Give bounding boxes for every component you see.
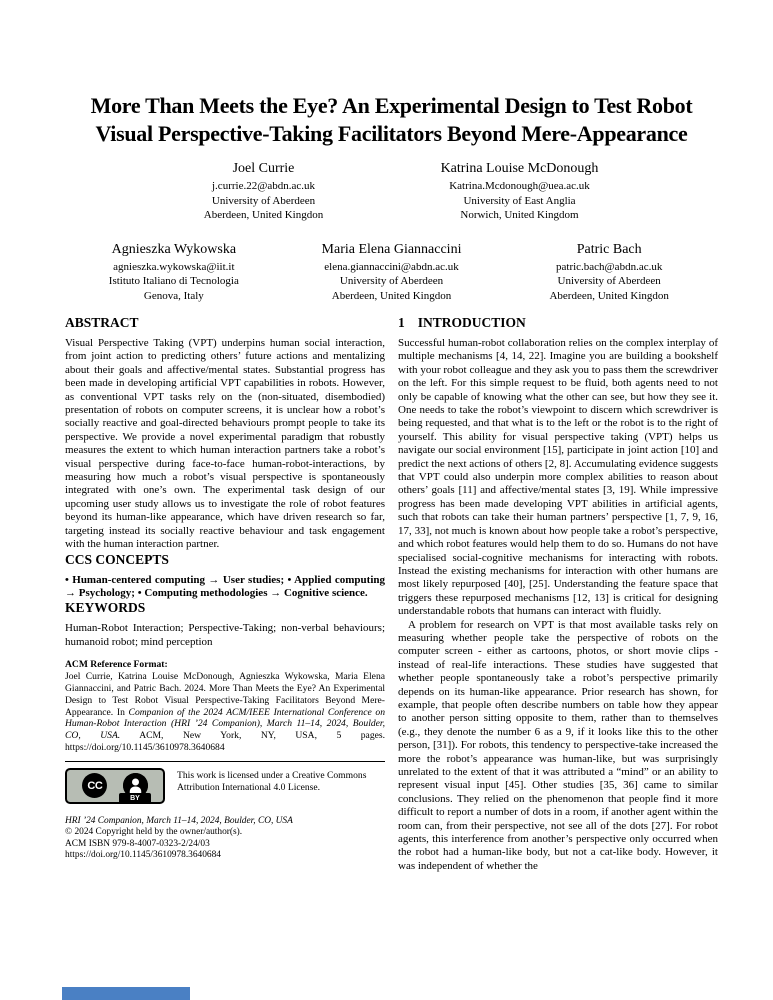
section-title: INTRODUCTION xyxy=(417,315,526,330)
author-email: Katrina.Mcdonough@uea.ac.uk xyxy=(449,180,590,192)
footnote-conference: HRI ’24 Companion, March 11–14, 2024, Boulder, CO, USA xyxy=(65,815,293,826)
author-affiliation: University of Aberdeen xyxy=(557,275,661,287)
acm-reference-tail: ACM, New York, NY, USA, 5 pages. https://doi.org/10.1145/3610978.3640684 xyxy=(65,730,386,753)
author-name: Maria Elena Giannaccini xyxy=(321,241,462,257)
cc-icon: CC xyxy=(82,773,107,798)
keywords-section xyxy=(65,600,385,649)
two-column-body xyxy=(65,315,718,873)
author-block xyxy=(283,241,501,304)
introduction-section xyxy=(398,315,718,873)
author-location: Aberdeen, United Kingdon xyxy=(331,289,452,302)
author-location: Norwich, United Kingdom xyxy=(460,209,579,221)
abstract-heading: ABSTRACT xyxy=(65,315,139,330)
authors-row-1 xyxy=(65,160,718,223)
author-affiliation: University of Aberdeen xyxy=(211,194,316,207)
author-email: elena.giannaccini@abdn.ac.uk xyxy=(324,260,459,273)
left-column xyxy=(65,315,385,873)
title-line-1: More Than Meets the Eye? An Experimental Design to Test Robot xyxy=(90,93,693,118)
author-name: Agnieszka Wykowska xyxy=(111,241,237,257)
author-name: Katrina Louise McDonough xyxy=(440,161,599,176)
author-affiliation: University of East Anglia xyxy=(463,194,576,207)
footnote-copyright: © 2024 Copyright held by the owner/author(s). xyxy=(65,827,243,838)
footnote-block xyxy=(65,816,385,862)
author-block xyxy=(500,241,718,304)
abstract-section xyxy=(65,315,385,552)
author-name: Joel Currie xyxy=(232,161,295,176)
page-title xyxy=(65,92,718,148)
author-email: agnieszka.wykowska@iit.it xyxy=(113,260,235,273)
intro-para-1: Successful human-robot collaboration relies on the complex interplay of multiple mechanisms [4, 14, 22]. Imagine you are building a bookshelf with your robot colleague and they ask you to pass them the screwdriver on the left. For this simple request to be fluid, both agents need to not only be capable of knowing what the other can see, but how they see it. One needs to take the robot’s viewpoint to discern which screwdriver is being requested, and that what is to the left or the robot is to the right of yourself. This ability for visual perspective taking (VPT) helps us navigate our social environment [15], participate in joint action [10] and predict the next actions of others [2, 8]. Accumulating evidence suggests that VPT could also underpin more complex abilities to reason about others’ goals [11] and affective/mental states [3, 19]. While impressive progress has been made developing VPT abilities in artificial agents, such that robots can take their human partners’ perspective [1, 7, 9, 16, 17, 33], not much is known about how people take a robot’s perspective, and which robot features would help them to do so. Humans do not have specialised social-cognitive mechanisms for interacting with robots. Instead the existing mechanisms for interaction with other humans are most likely repurposed [40], [25]. Understanding the feature space that triggers these repurposed mechanisms [12, 13] is critical for designing understandable robots that humans can interact with fluidly. xyxy=(398,337,718,618)
acm-reference-heading: ACM Reference Format: xyxy=(65,659,168,671)
author-block xyxy=(65,241,283,304)
ccs-heading: CCS CONCEPTS xyxy=(65,551,169,567)
author-email: j.currie.22@abdn.ac.uk xyxy=(212,180,315,192)
right-column xyxy=(398,315,718,873)
author-location: Genova, Italy xyxy=(143,289,204,302)
footnote-doi[interactable]: https://doi.org/10.1145/3610978.3640684 xyxy=(65,850,221,861)
introduction-heading xyxy=(398,315,718,331)
authors-row-2 xyxy=(65,241,718,304)
author-block xyxy=(136,160,392,223)
ccs-body: • Human-centered computing → User studies; • Applied computing → Psychology; • Computing methodologies → Cognitive science. xyxy=(65,573,385,599)
acm-reference-text xyxy=(65,671,385,754)
cc-by-label: BY xyxy=(119,793,151,804)
cc-license-badge xyxy=(65,768,165,804)
section-number: 1 xyxy=(398,315,405,330)
author-email: patric.bach@abdn.ac.uk xyxy=(556,260,663,273)
author-block xyxy=(392,160,648,223)
author-affiliation: Istituto Italiano di Tecnologia xyxy=(108,275,239,287)
license-text: This work is licensed under a Creative Commons Attribution International 4.0 License. xyxy=(177,769,367,793)
title-line-2: Visual Perspective-Taking Facilitators Beyond Mere-Appearance xyxy=(95,121,688,146)
acm-reference-venue: Companion of the 2024 ACM/IEEE International Conference on Human-Robot Interaction (HRI ’24 Companion), March 11–14, 2024, Boulder, CO, USA. xyxy=(65,706,385,742)
author-location: Aberdeen, United Kingdon xyxy=(549,289,669,302)
doi-link-annotation-bar[interactable] xyxy=(62,987,190,1000)
acm-reference-section xyxy=(65,659,385,754)
keywords-heading: KEYWORDS xyxy=(65,600,146,616)
author-affiliation: University of Aberdeen xyxy=(339,275,444,287)
footnote-isbn: ACM ISBN 979-8-4007-0323-2/24/03 xyxy=(65,838,210,849)
abstract-body: Visual Perspective Taking (VPT) underpins human social interaction, from joint action to predicting others’ future actions and mentalizing about their goals and affective/mental states. Substantial progress has been made in developing artificial VPT capabilities in robots. However, as conventional VPT tasks rely on the (non-situated, disembodied) presentation of robots on computer screens, it is unclear how a robot’s socially reactive and goal-directed behaviours prompt people to take its perspective. We provide a novel experimental paradigm that robustly measures the extent to which human interaction partners take a robot’s visual perspective during face-to-face human-robot-interactions, by measuring how much a robot’s visual perspective is spontaneously integrated with one’s own. The experimental task design of our upcoming user study allows us to investigate the role of robot features beyond its human-like appearance, which have driven research so far, targeting instead its socially reactive behaviour and task engagement with the human interaction partner. xyxy=(65,337,385,551)
license-row xyxy=(65,761,385,804)
author-location: Aberdeen, United Kingdon xyxy=(203,209,324,221)
author-name: Patric Bach xyxy=(576,241,642,257)
page-content xyxy=(65,0,718,873)
intro-para-2: A problem for research on VPT is that most available tasks rely on measuring whether people take the perspective of robots on the computer screen - either as cartoons, photos, or short movie clips - instead of real-life interactions. These studies have suggested that whether people spontaneously take a robot’s perspective primarily depends on its human-like appearance. Prior research has shown, for example, that people often describe numbers on table how they appear to another person sitting opposite to them, rather than to themselves (e.g., they denote the number 6 as a 9, if it looks like this to the other person, [31]). For robots, this tendency to perspective-take increased the more the robot’s appearance was human-like, but was surprisingly unrelated to the extent of that it was attributed a “mind” or an ability to represent visual input [45]. Other studies [35, 36] came to similar conclusions. They relied on the phenomenon that people find it more difficult to report a number of dots in a room, if another agent within the room can, from their perspective, not see all of the dots [27]. For robot agents, this interference from another’s perspective only occurred when the robot had a human-like body, but not a cat-like body. However, it was independent of whether the xyxy=(398,618,718,872)
acm-reference-plain: Joel Currie, Katrina Louise McDonough, Agnieszka Wykowska, Maria Elena Giannaccini, and Patric Bach. 2024. More Than Meets the Eye? An Experimental Design to Test Robot Visual Perspective-Taking Facilitators Beyond Mere-Appearance. In xyxy=(65,671,385,718)
ccs-section xyxy=(65,552,385,601)
keywords-body: Human-Robot Interaction; Perspective-Taking; non-verbal behaviours; humanoid robot; mind perception xyxy=(65,622,385,648)
